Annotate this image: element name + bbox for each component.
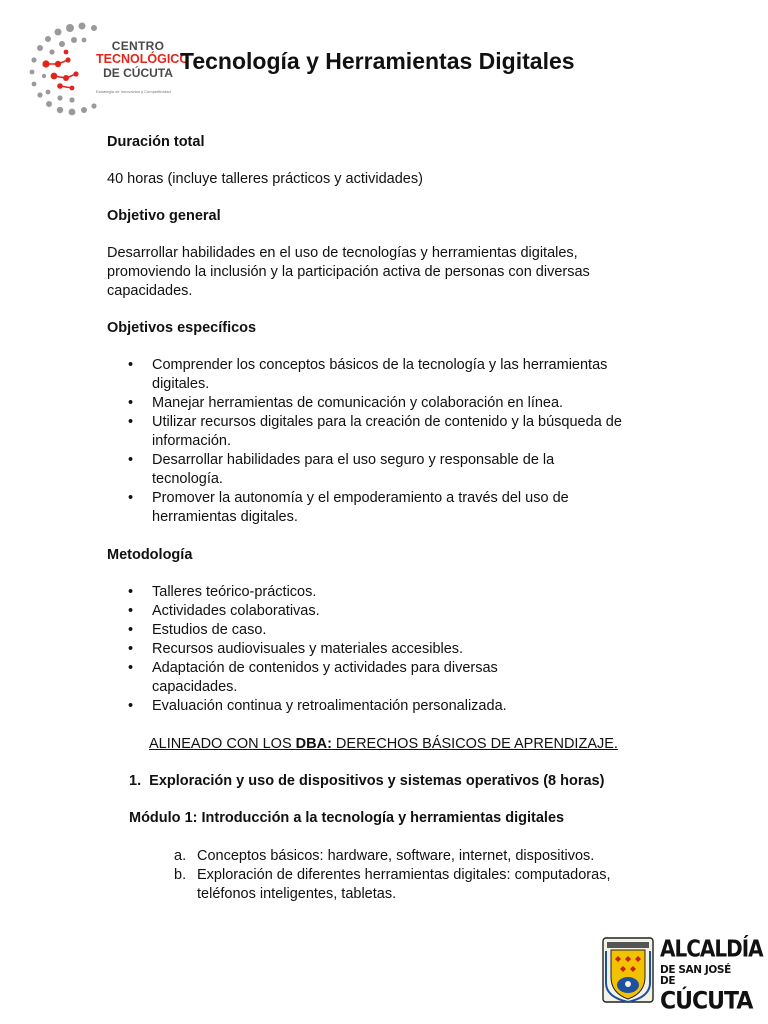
- bullet-icon: •: [128, 395, 134, 411]
- objetivo-general-heading: Objetivo general: [107, 208, 221, 224]
- alcaldia-line-2: DE SAN JOSÉ DE: [660, 964, 731, 987]
- list-item: [107, 451, 627, 489]
- list-item-text: Utilizar recursos digitales para la creación de contenido y la búsqueda de información.: [152, 414, 622, 449]
- dba-alignment-note: [149, 736, 618, 752]
- bullet-icon: •: [128, 490, 134, 506]
- objetivo-general-text: Desarrollar habilidades en el uso de tecnologías y herramientas digitales, promoviendo la inclusión y la participación activa de personas con diversas capacidades.: [107, 245, 590, 299]
- centro-tecnologico-logo: [22, 20, 190, 118]
- bullet-icon: •: [128, 622, 134, 638]
- list-item-text: Recursos audiovisuales y materiales accesibles.: [152, 641, 464, 657]
- bullet-icon: •: [128, 584, 134, 600]
- dba-prefix: ALINEADO CON LOS: [149, 736, 296, 752]
- alcaldia-cucuta-logo: [602, 934, 763, 1016]
- list-item-text: Evaluación continua y retroalimentación personalizada.: [152, 698, 507, 714]
- list-item-text: Promover la autonomía y el empoderamiento a través del uso de herramientas digitales.: [152, 490, 569, 525]
- objetivos-especificos-list: [107, 356, 627, 527]
- list-item: [107, 602, 587, 621]
- item-letter: a.: [174, 848, 187, 864]
- list-item-text: Manejar herramientas de comunicación y colaboración en línea.: [152, 395, 564, 411]
- alcaldia-line-1: ALCALDÍA: [660, 934, 763, 963]
- list-item: [107, 356, 627, 394]
- metodologia-list: [107, 583, 587, 716]
- list-item: [107, 640, 587, 659]
- duracion-text: 40 horas (incluye talleres prácticos y actividades): [107, 171, 423, 187]
- list-item: [174, 866, 654, 904]
- logo-line-tecnologico: TECNOLÓGICO: [96, 52, 190, 66]
- bullet-icon: •: [128, 452, 134, 468]
- list-item-text: Actividades colaborativas.: [152, 603, 320, 619]
- logo-line-cucuta: DE CÚCUTA: [103, 65, 173, 80]
- list-item: [107, 659, 587, 697]
- logo-line-centro: CENTRO: [111, 39, 165, 53]
- list-item: [107, 583, 587, 602]
- list-item-text: Desarrollar habilidades para el uso seguro y responsable de la tecnología.: [152, 452, 555, 487]
- logo-tagline: Estrategia de Innovación y Competitividad: [96, 89, 171, 94]
- metodologia-heading: Metodología: [107, 547, 193, 563]
- bullet-icon: •: [128, 641, 134, 657]
- alcaldia-wordmark: [660, 934, 763, 1016]
- bullet-icon: •: [128, 660, 134, 676]
- bullet-icon: •: [128, 698, 134, 714]
- numbered-section-1: [129, 773, 604, 789]
- duracion-heading: Duración total: [107, 134, 205, 150]
- section-title: Exploración y uso de dispositivos y sistemas operativos (8 horas): [149, 773, 605, 789]
- alcaldia-line-3: CÚCUTA: [660, 987, 753, 1016]
- modulo-1-list: [174, 847, 654, 904]
- section-number: 1.: [129, 773, 142, 789]
- logo-wordmark: [96, 39, 190, 80]
- coat-of-arms-icon: [602, 937, 654, 1003]
- list-item-text: Estudios de caso.: [152, 622, 267, 638]
- list-item: [107, 621, 587, 640]
- bullet-icon: •: [128, 414, 134, 430]
- item-letter: b.: [174, 867, 187, 883]
- list-item: [107, 697, 587, 716]
- list-item: [174, 847, 654, 866]
- document-title: Tecnología y Herramientas Digitales: [180, 48, 575, 74]
- bullet-icon: •: [128, 357, 134, 373]
- list-item-text: Talleres teórico-prácticos.: [152, 584, 317, 600]
- list-item: [107, 394, 627, 413]
- list-item-text: Conceptos básicos: hardware, software, internet, dispositivos.: [197, 848, 595, 864]
- list-item: [107, 413, 627, 451]
- modulo-1-title: Módulo 1: Introducción a la tecnología y herramientas digitales: [129, 810, 565, 826]
- list-item-text: Exploración de diferentes herramientas digitales: computadoras, teléfonos inteligentes, tabletas.: [197, 867, 611, 902]
- objetivos-especificos-heading: Objetivos específicos: [107, 320, 257, 336]
- list-item: [107, 489, 627, 527]
- list-item-text: Comprender los conceptos básicos de la tecnología y las herramientas digitales.: [152, 357, 608, 392]
- dba-abbreviation: DBA:: [295, 736, 332, 752]
- bullet-icon: •: [128, 603, 134, 619]
- list-item-text: Adaptación de contenidos y actividades para diversas capacidades.: [152, 660, 498, 695]
- dba-suffix: DERECHOS BÁSICOS DE APRENDIZAJE.: [331, 736, 618, 752]
